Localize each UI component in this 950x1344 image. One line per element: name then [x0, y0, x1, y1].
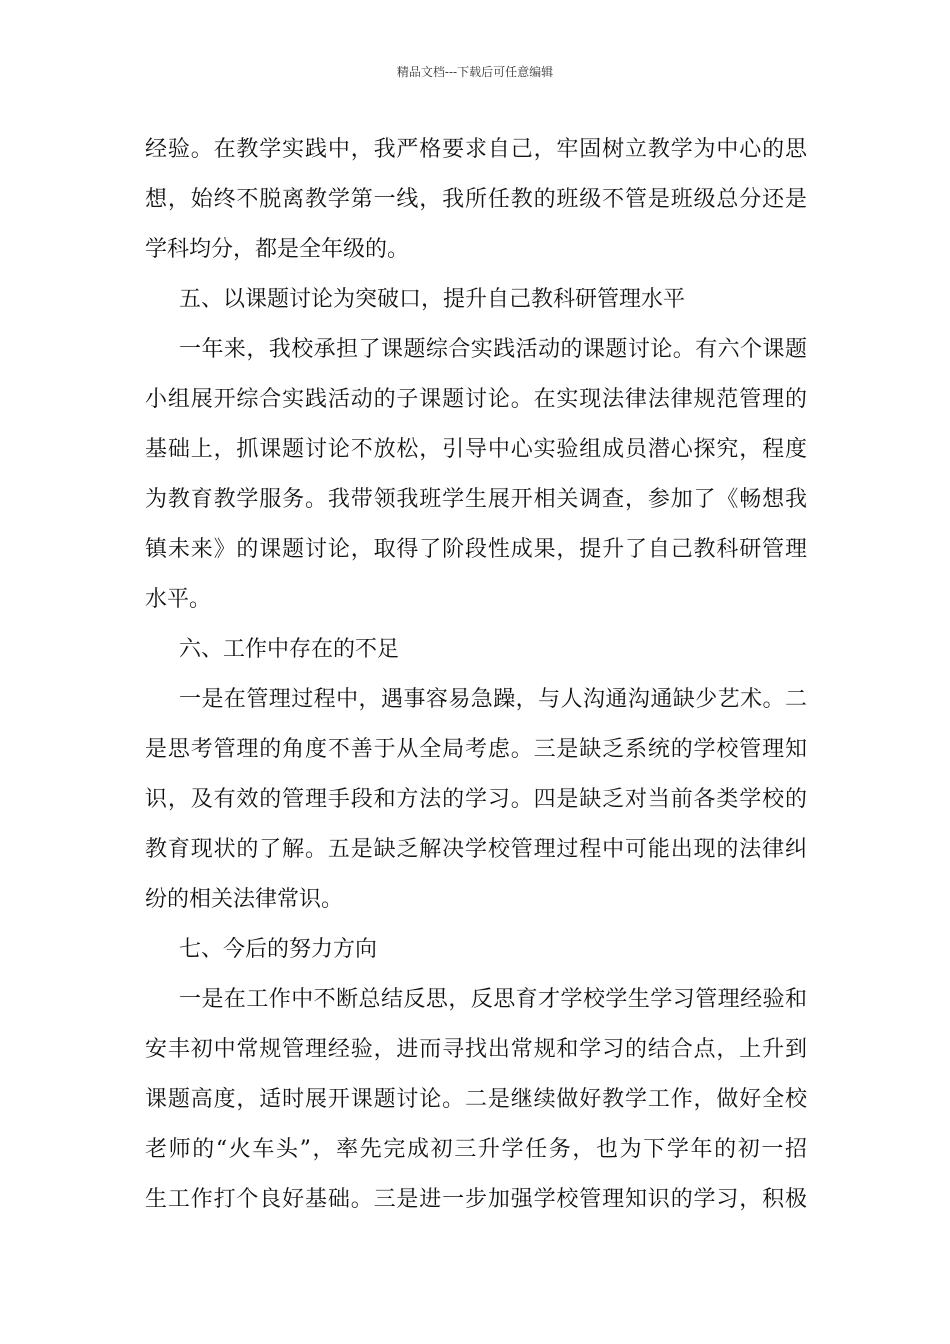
text-line: 五、以课题讨论为突破口，提升自己教科研管理水平 [179, 287, 686, 312]
text-line: 七、今后的努力方向 [179, 937, 378, 962]
text-line: 课题高度，适时展开课题讨论。二是继续做好教学工作，做好全校 [145, 1087, 807, 1112]
document-body [145, 125, 807, 1225]
text-line: 为教育教学服务。我带领我班学生展开相关调查，参加了《畅想我 [145, 487, 807, 512]
text-line: 基础上，抓课题讨论不放松，引导中心实验组成员潜心探究，程度 [145, 437, 807, 462]
text-line: 一是在管理过程中，遇事容易急躁，与人沟通沟通缺少艺术。二 [179, 687, 807, 712]
text-line: 小组展开综合实践活动的子课题讨论。在实现法律法律规范管理的 [145, 387, 807, 412]
text-line: 教育现状的了解。五是缺乏解决学校管理过程中可能出现的法律纠 [145, 837, 807, 862]
text-line: 纷的相关法律常识。 [145, 887, 344, 912]
text-line: 识，及有效的管理手段和方法的学习。四是缺乏对当前各类学校的 [145, 787, 807, 812]
text-line: 是思考管理的角度不善于从全局考虑。三是缺乏系统的学校管理知 [145, 737, 807, 762]
text-line: 水平。 [145, 587, 212, 612]
text-line: 想，始终不脱离教学第一线，我所任教的班级不管是班级总分还是 [145, 187, 807, 212]
text-line: 一是在工作中不断总结反思，反思育才学校学生学习管理经验和 [179, 987, 807, 1012]
text-line: 六、工作中存在的不足 [179, 637, 400, 662]
text-line: 一年来，我校承担了课题综合实践活动的课题讨论。有六个课题 [179, 337, 807, 362]
page-header: 精品文档---下载后可任意编辑 [396, 65, 554, 79]
text-line: 学科均分，都是全年级的。 [145, 237, 410, 262]
text-line: 经验。在教学实践中，我严格要求自己，牢固树立教学为中心的思 [145, 137, 807, 162]
text-line: 老师的“火车头”，率先完成初三升学任务，也为下学年的初一招 [145, 1137, 807, 1162]
text-line: 安丰初中常规管理经验，进而寻找出常规和学习的结合点，上升到 [145, 1037, 807, 1062]
text-line: 生工作打个良好基础。三是进一步加强学校管理知识的学习，积极 [145, 1187, 807, 1212]
text-line: 镇未来》的课题讨论，取得了阶段性成果，提升了自己教科研管理 [145, 537, 807, 562]
